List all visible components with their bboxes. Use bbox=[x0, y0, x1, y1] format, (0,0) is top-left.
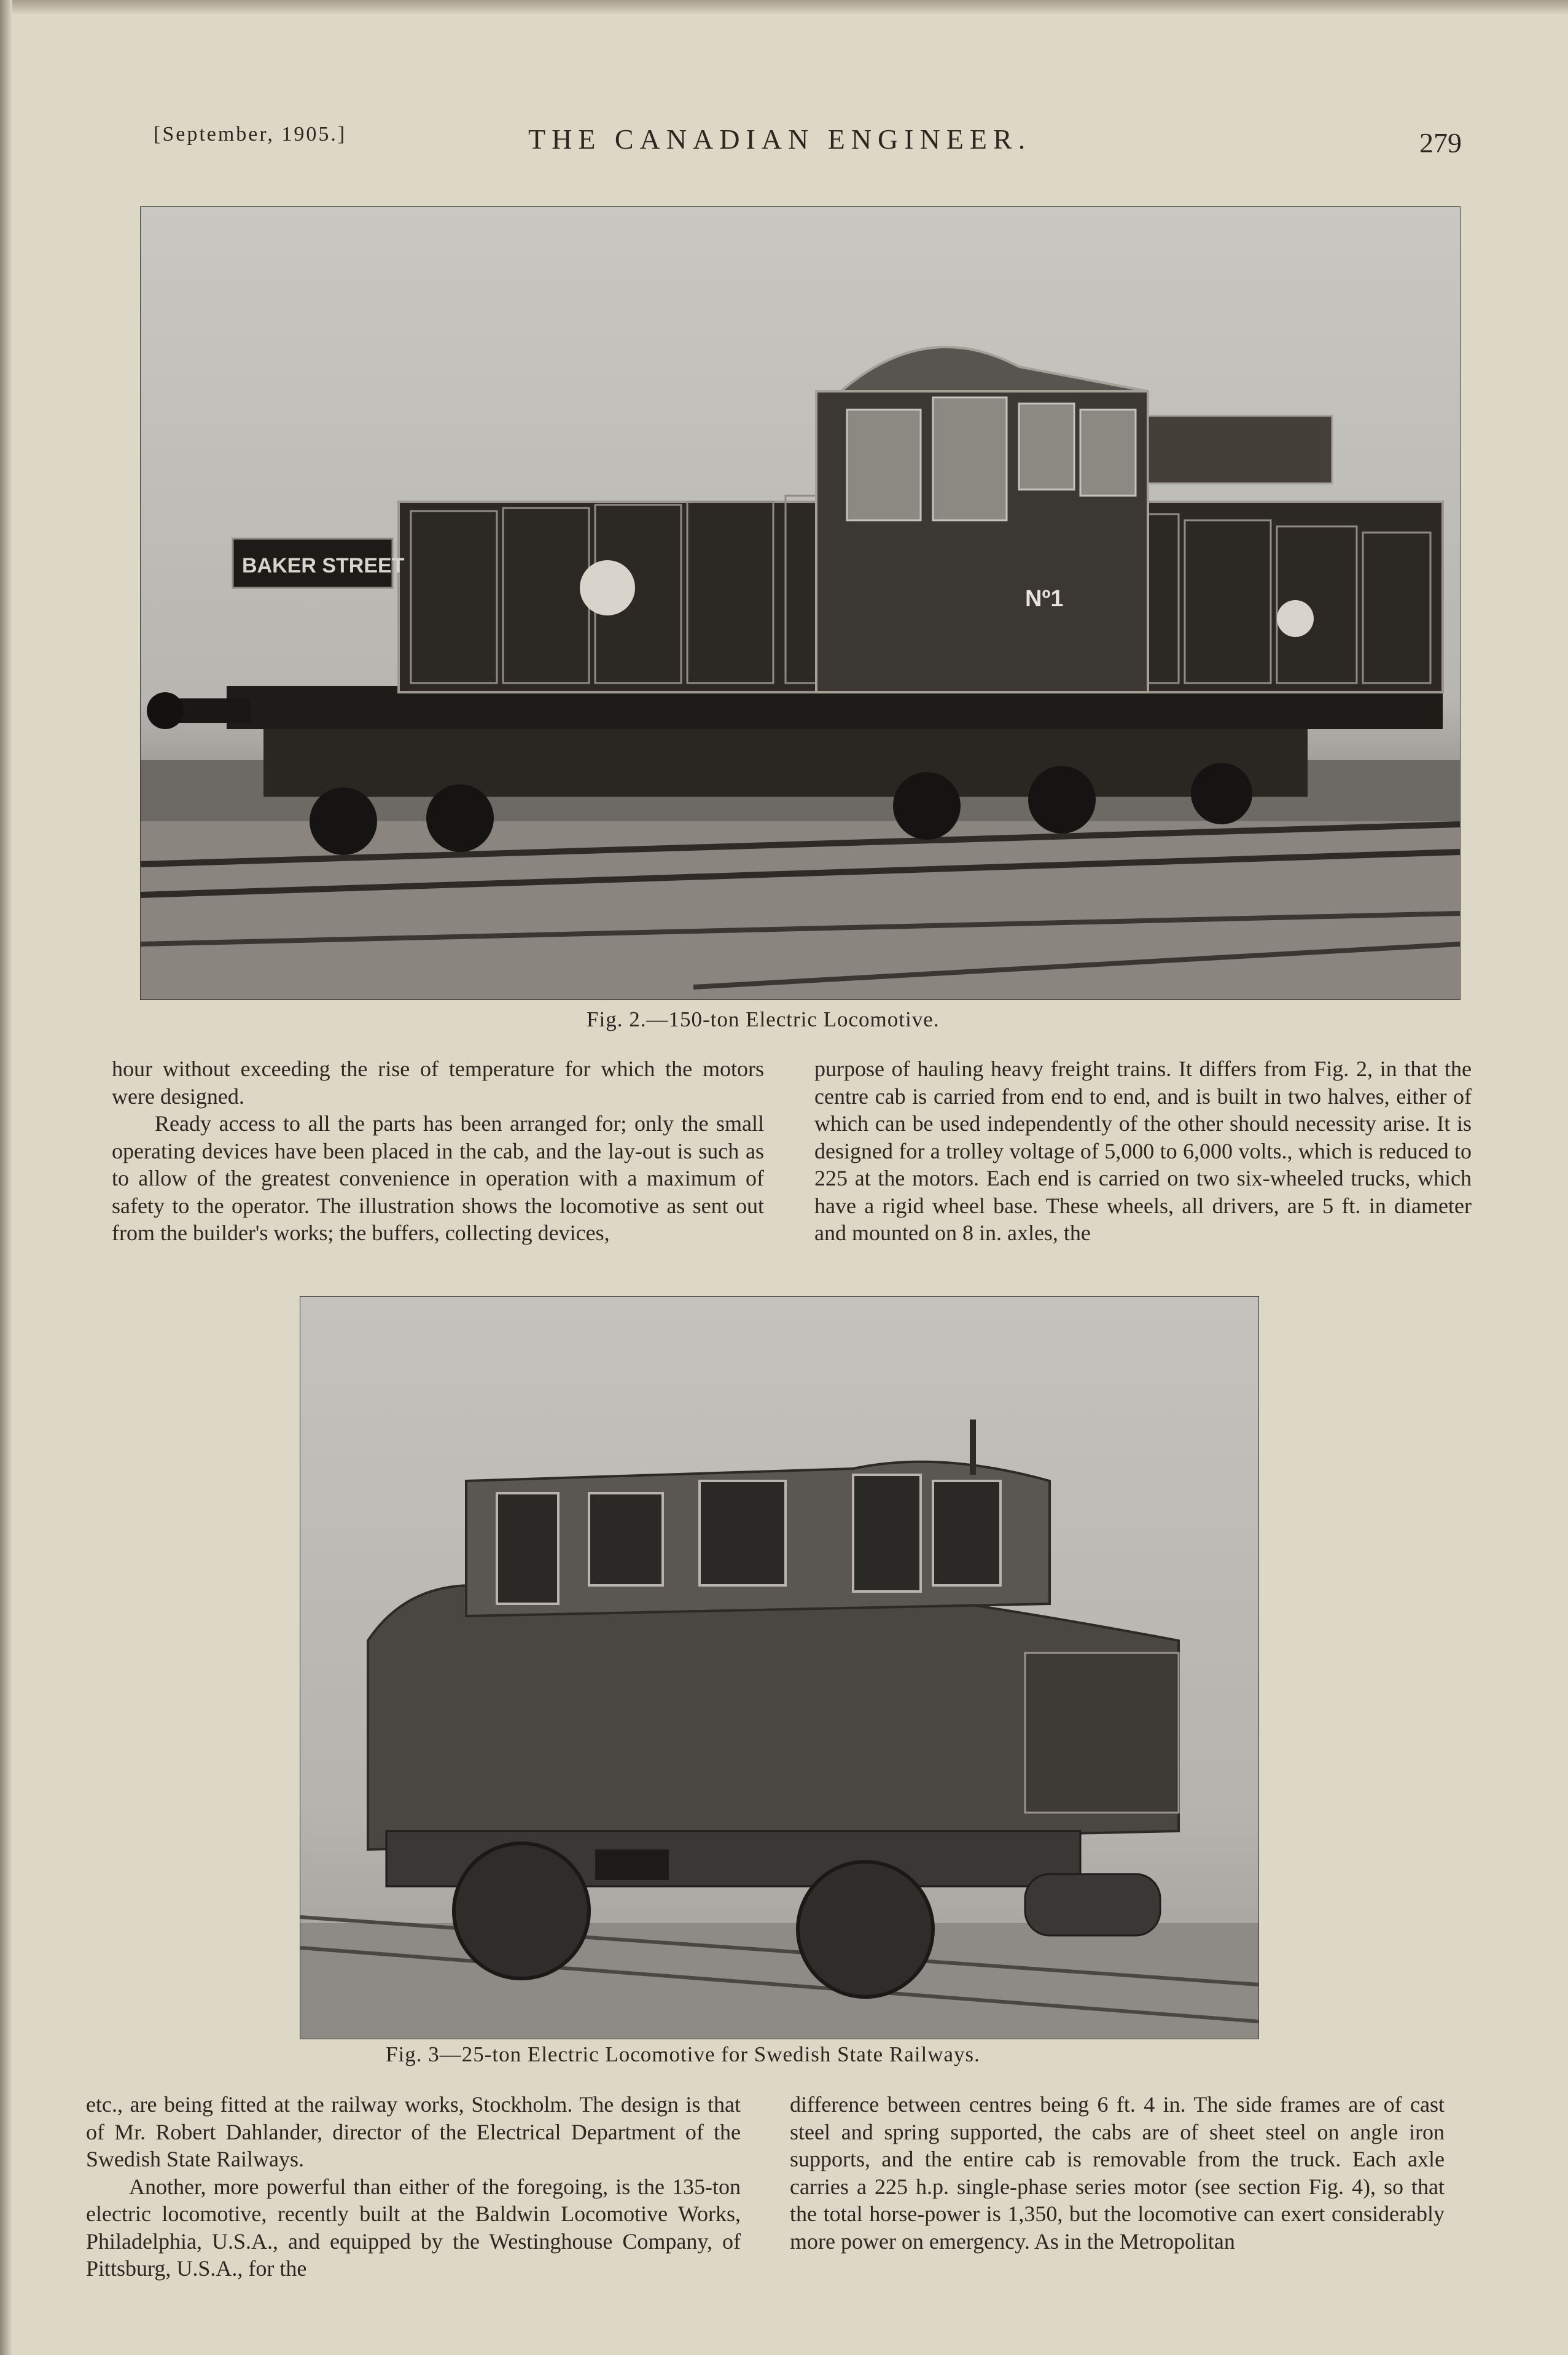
text-column-lower-left bbox=[86, 2091, 741, 2283]
paragraph: Another, more powerful than either of the foregoing, is the 135-ton electric locomotive, recently built at the Baldwin Locomotive Works, Philadelphia, U.S.A., and equipped by the Westinghouse Company, of Pittsburg, U.S.A., for the bbox=[86, 2174, 741, 2281]
figure-3-caption: Fig. 3—25-ton Electric Locomotive for Swedish State Railways. bbox=[386, 2042, 980, 2066]
figure-2-caption: Fig. 2.—150-ton Electric Locomotive. bbox=[587, 1007, 940, 1031]
figure-25-ton-locomotive-photo bbox=[300, 1296, 1259, 2039]
text-column-lower-right bbox=[790, 2091, 1445, 2255]
swedish-locomotive-illustration bbox=[300, 1297, 1258, 2039]
page-top-edge bbox=[0, 0, 1568, 15]
paragraph: difference between centres being 6 ft. 4 in. The side frames are of cast steel and spring supported, the cabs are of sheet steel on angle iron supports, and the entire cab is removable from the truck. Each axle carries a 225 h.p. single-phase series motor (see section Fig. 4), so that the total horse-power is 1,350, but the locomotive can exert considerably more power on emergency. As in the Metropolitan bbox=[790, 2092, 1445, 2254]
figure-150-ton-locomotive-photo bbox=[140, 206, 1461, 1000]
text-column-upper-right bbox=[814, 1055, 1472, 1247]
paragraph: hour without exceeding the rise of temperature for which the motors were designed. bbox=[112, 1056, 764, 1109]
page-header bbox=[154, 117, 1462, 172]
paragraph: Ready access to all the parts has been arranged for; only the small operating devices have been placed in the cab, and the lay-out is such as to allow of the greatest convenience in operation with a maximum of safety to the operator. The illustration shows the locomotive as sent out from the builder's works; the buffers, collecting devices, bbox=[112, 1111, 764, 1245]
paragraph: etc., are being fitted at the railway works, Stockholm. The design is that of Mr. Robert Dahlander, director of the Electrical Department of the Swedish State Railways. bbox=[86, 2092, 741, 2171]
destination-sign-text: BAKER STREET bbox=[242, 554, 405, 577]
paragraph: purpose of hauling heavy freight trains. It differs from Fig. 2, in that the centre cab is carried from end to end, and is built in two halves, either of which can be used independently of the other should necessity arise. It is designed for a trolley voltage of 5,000 to 6,000 volts., which is reduced to 225 at the motors. Each end is carried on two six-wheeled trucks, which have a rigid wheel base. These wheels, all drivers, are 5 ft. in diameter and mounted on 8 in. axles, the bbox=[814, 1056, 1472, 1245]
page-number: 279 bbox=[1419, 127, 1462, 158]
locomotive-illustration bbox=[141, 207, 1460, 999]
page-left-edge bbox=[0, 0, 12, 2355]
text-column-upper-left bbox=[112, 1055, 764, 1247]
number-plate-text: Nº1 bbox=[1025, 586, 1064, 612]
issue-date: [September, 1905.] bbox=[154, 123, 347, 146]
journal-title: THE CANADIAN ENGINEER. bbox=[528, 123, 1032, 155]
